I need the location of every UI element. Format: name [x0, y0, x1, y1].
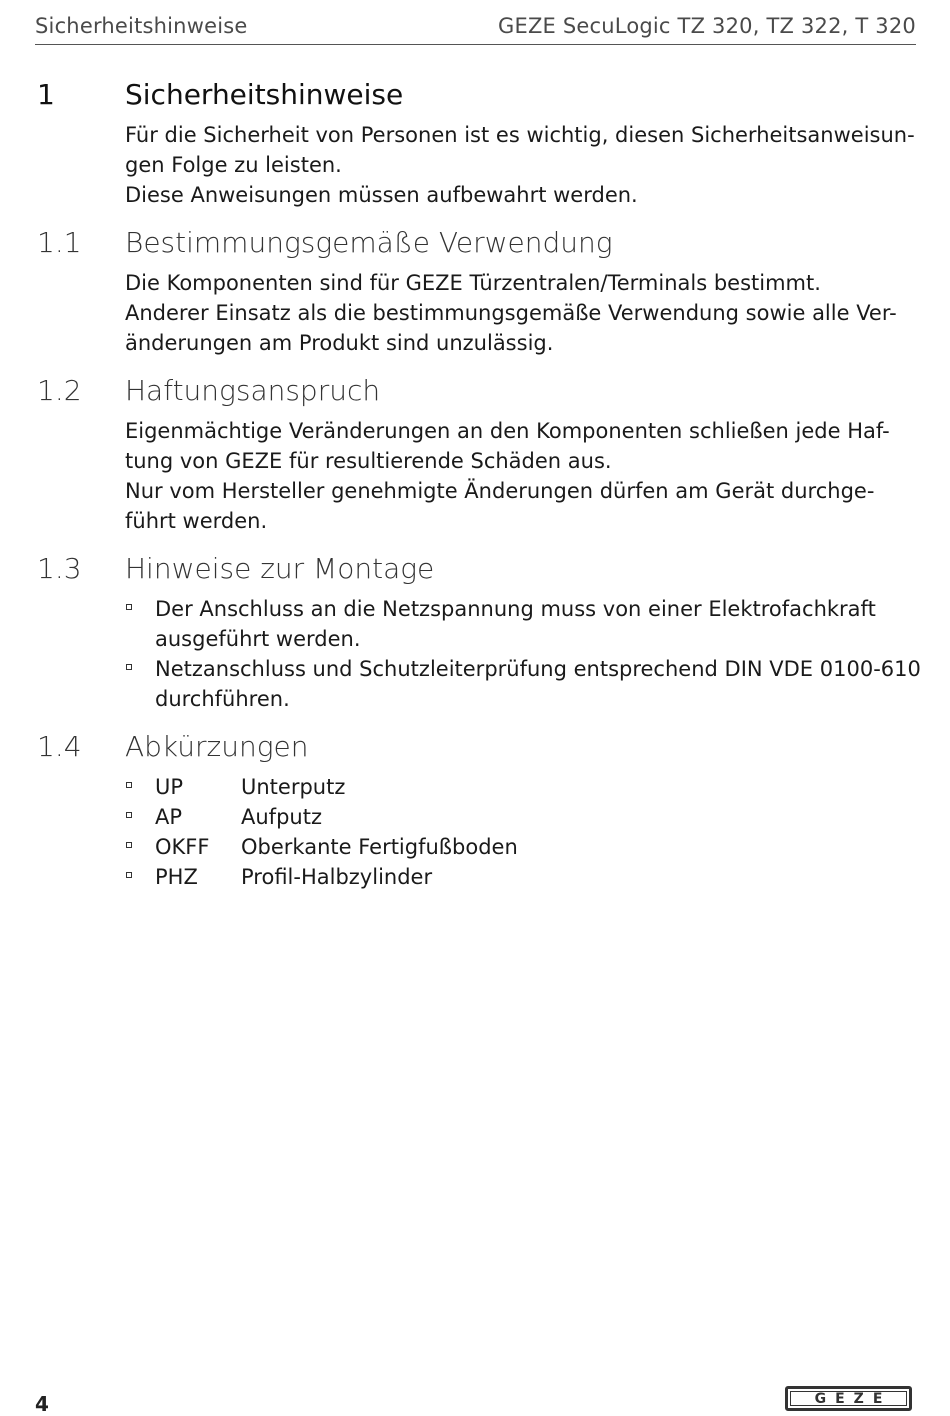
abbreviation-list — [125, 772, 925, 892]
abbreviation-code: OKFF — [155, 835, 210, 859]
body-line: Anderer Einsatz als die bestimmungsgemäße Verwendung sowie alle Ver- — [125, 301, 897, 325]
section-number: 1.4 — [37, 730, 82, 763]
body-line: änderungen am Produkt sind unzulässig. — [125, 331, 554, 355]
section-number: 1.3 — [37, 552, 82, 585]
abbreviation-meaning: Unterputz — [241, 775, 346, 799]
body-line: Die Komponenten sind für GEZE Türzentralen/Terminals bestimmt. — [125, 271, 821, 295]
body-line: führt werden. — [125, 509, 268, 533]
section-title: Abkürzungen — [125, 730, 309, 763]
section-heading — [35, 550, 925, 588]
list-item — [125, 654, 925, 714]
abbreviation-code: AP — [155, 805, 183, 829]
abbreviation-meaning: Profil-Halbzylinder — [241, 865, 433, 889]
section-body — [125, 268, 925, 358]
abbreviation-code: UP — [155, 775, 184, 799]
section-1-2 — [35, 372, 925, 536]
header-chapter-title: Sicherheitshinweise — [35, 14, 248, 38]
body-line: Diese Anweisungen müssen aufbewahrt werden. — [125, 183, 638, 207]
square-bullet-icon — [126, 812, 132, 818]
section-heading — [35, 372, 925, 410]
section-1-4 — [35, 728, 925, 892]
square-bullet-icon — [126, 872, 132, 878]
section-number: 1.1 — [37, 226, 82, 259]
page-content — [35, 76, 925, 892]
page-number: 4 — [35, 1392, 49, 1416]
section-number: 1.2 — [37, 374, 82, 407]
square-bullet-icon — [126, 842, 132, 848]
square-bullet-icon — [126, 604, 132, 610]
section-heading — [35, 224, 925, 262]
abbreviation-meaning: Oberkante Fertigfußboden — [241, 835, 518, 859]
section-title: Bestimmungsgemäße Verwendung — [125, 226, 613, 259]
list-item-line: durchführen. — [155, 687, 290, 711]
section-body — [125, 120, 925, 210]
body-line: gen Folge zu leisten. — [125, 153, 342, 177]
bullet-list — [125, 594, 925, 714]
list-item-line: Der Anschluss an die Netzspannung muss von einer Elektrofachkraft — [155, 597, 876, 621]
section-body — [125, 594, 925, 714]
page-header — [35, 12, 916, 45]
abbreviation-meaning: Aufputz — [241, 805, 322, 829]
body-line: tung von GEZE für resultierende Schäden aus. — [125, 449, 612, 473]
list-item-line: Netzanschluss und Schutzleiterprüfung entsprechend DIN VDE 0100-610 — [155, 657, 921, 681]
section-heading — [35, 76, 925, 114]
section-body — [125, 772, 925, 892]
section-1-3 — [35, 550, 925, 714]
body-line: Eigenmächtige Veränderungen an den Komponenten schließen jede Haf- — [125, 419, 890, 443]
abbreviation-code: PHZ — [155, 865, 198, 889]
list-item — [125, 862, 925, 892]
list-item — [125, 772, 925, 802]
section-1-1 — [35, 224, 925, 358]
section-body — [125, 416, 925, 536]
section-1 — [35, 76, 925, 210]
list-item — [125, 594, 925, 654]
list-item-line: ausgeführt werden. — [155, 627, 361, 651]
section-title: Sicherheitshinweise — [125, 78, 404, 111]
list-item — [125, 802, 925, 832]
section-number: 1 — [37, 78, 55, 111]
list-item — [125, 832, 925, 862]
section-title: Hinweise zur Montage — [125, 552, 435, 585]
body-line: Für die Sicherheit von Personen ist es wichtig, diesen Sicherheitsanweisun- — [125, 123, 915, 147]
square-bullet-icon — [126, 782, 132, 788]
logo-text: GEZE — [790, 1391, 907, 1406]
square-bullet-icon — [126, 664, 132, 670]
geze-logo — [785, 1386, 912, 1411]
section-title: Haftungsanspruch — [125, 374, 381, 407]
body-line: Nur vom Hersteller genehmigte Änderungen dürfen am Gerät durchge- — [125, 479, 875, 503]
header-product-title: GEZE SecuLogic TZ 320, TZ 322, T 320 — [498, 14, 916, 38]
section-heading — [35, 728, 925, 766]
